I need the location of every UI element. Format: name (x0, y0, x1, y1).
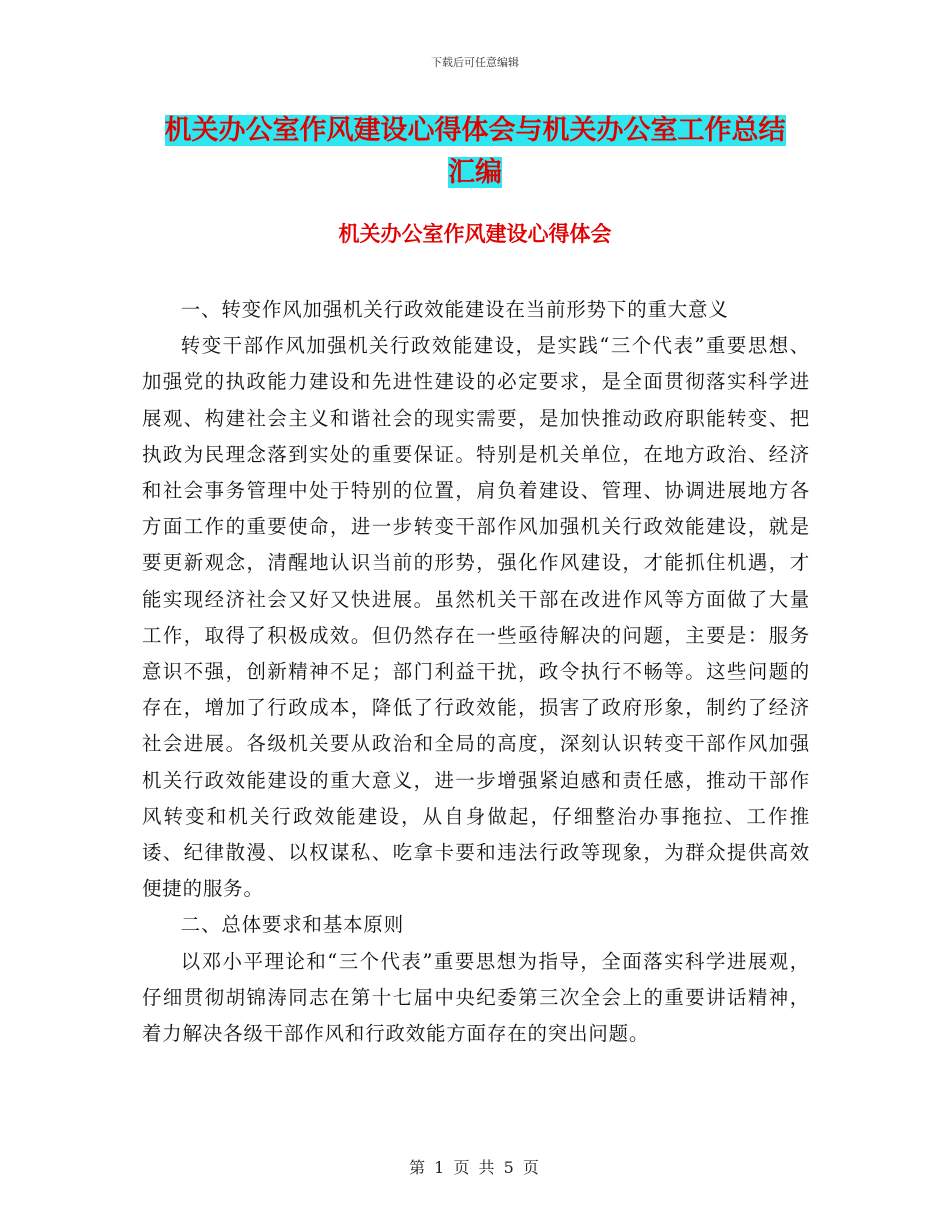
document-title (140, 110, 810, 194)
paragraph: 以邓小平理论和“三个代表”重要思想为指导，全面落实科学进展观，仔细贯彻胡锦涛同志在第十七届中央纪委第三次全会上的重要讲话精神，着力解决各级干部作风和行政效能方面存在的突出问题。 (142, 949, 810, 1046)
paragraph: 转变干部作风加强机关行政效能建设，是实践“三个代表”重要思想、加强党的执政能力建设和先进性建设的必定要求，是全面贯彻落实科学进展观、构建社会主义和谐社会的现实需要，是加快推动政府职能转变、把执政为民理念落到实处的重要保证。特别是机关单位，在地方政治、经济和社会事务管理中处于特别的位置，肩负着建设、管理、协调进展地方各方面工作的重要使命，进一步转变干部作风加强机关行政效能建设，就是要更新观念，清醒地认识当前的形势，强化作风建设，才能抓住机遇，才能实现经济社会又好又快进展。虽然机关干部在改进作风等方面做了大量工作，取得了积极成效。但仍然存在一些亟待解决的问题，主要是：服务意识不强，创新精神不足；部门利益干扰，政令执行不畅等。这些问题的存在，增加了行政成本，降低了行政效能，损害了政府形象，制约了经济社会进展。各级机关要从政治和全局的高度，深刻认识转变干部作风加强机关行政效能建设的重大意义，进一步增强紧迫感和责任感，推动干部作风转变和机关行政效能建设，从自身做起，仔细整治办事拖拉、工作推诿、纪律散漫、以权谋私、吃拿卡要和违法行政等现象，为群众提供高效便捷的服务。 (142, 334, 810, 901)
paragraph: 一、转变作风加强机关行政效能建设在当前形势下的重大意义 (180, 298, 729, 321)
page-footer: 第 1 页 共 5 页 (409, 1158, 541, 1177)
header-note: 下载后可任意编辑 (431, 56, 519, 69)
document-body (142, 292, 810, 1052)
document-title-line1: 机关办公室作风建设心得体会与机关办公室工作总结 (164, 115, 786, 146)
paragraph: 二、总体要求和基本原则 (180, 913, 404, 937)
section-title: 机关办公室作风建设心得体会 (338, 222, 612, 246)
document-title-line2: 汇编 (448, 157, 502, 188)
